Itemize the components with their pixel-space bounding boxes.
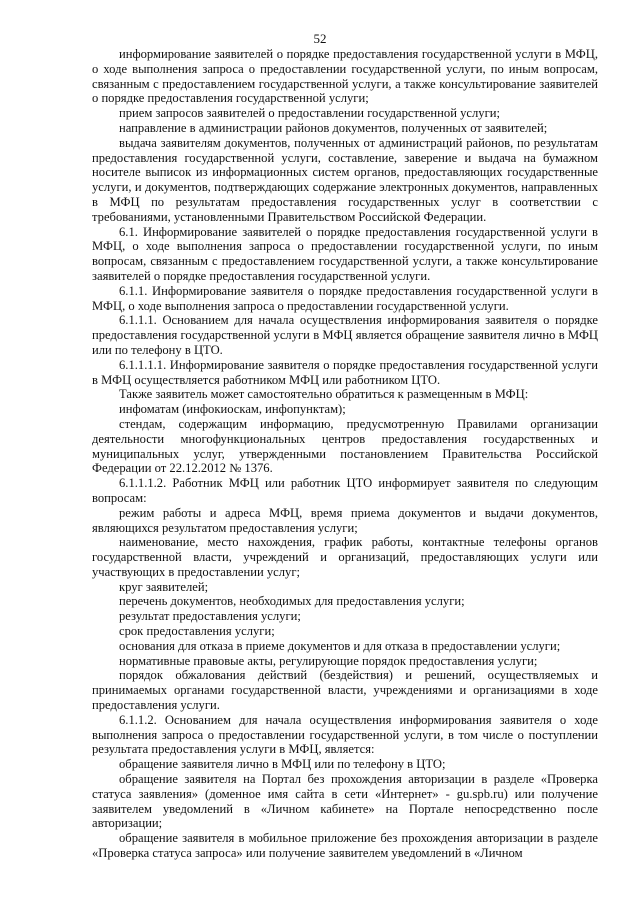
paragraph: Также заявитель может самостоятельно обратиться к размещенным в МФЦ: xyxy=(119,387,529,402)
paragraph: направление в администрации районов документов, полученных от заявителей; xyxy=(119,120,548,135)
paragraph: 6.1. Информирование заявителей о порядке предоставления государственной услуги в МФЦ, о ходе выполнения запроса о предоставлении государственной услуги, по иным вопросам, связанным с предоставлением государственной услуги, а также консультирование заявителей о порядке предоставления государственной услуги. xyxy=(92,224,598,283)
paragraph: обращение заявителя на Портал без прохождения авторизации в разделе «Проверка статуса заявления» (доменное имя сайта в сети «Интернет» - gu.spb.ru) или получение заявителем уведомлений в «Личном кабинете» на Портале непосредственно после авторизации; xyxy=(92,772,598,831)
paragraph: информирование заявителей о порядке предоставления государственной услуги в МФЦ, о ходе выполнения запроса о предоставлении государственной услуги, по иным вопросам, связанным с предоставлением государственной услуги, а также консультирование заявителей о порядке предоставления государственной услуги; xyxy=(92,47,598,106)
paragraph: результат предоставления услуги; xyxy=(119,609,301,624)
paragraph: круг заявителей; xyxy=(119,579,209,594)
paragraph: 6.1.1.2. Основанием для начала осуществления информирования заявителя о ходе выполнения запроса о предоставлении государственной услуги, в том числе о поступлении результата предоставления услуги в МФЦ, является: xyxy=(92,712,598,757)
paragraph: прием запросов заявителей о предоставлении государственной услуги; xyxy=(119,106,500,121)
paragraph: режим работы и адреса МФЦ, время приема документов и выдачи документов, являющихся результатом предоставления услуги; xyxy=(92,505,598,535)
paragraph: обращение заявителя в мобильное приложение без прохождения авторизации в разделе «Проверка статуса запроса» или получение заявителем уведомлений в «Личном xyxy=(92,831,598,861)
paragraph: 6.1.1.1.1. Информирование заявителя о порядке предоставления государственной услуги в МФЦ осуществляется работником МФЦ или работником ЦТО. xyxy=(92,357,598,387)
paragraph: 6.1.1. Информирование заявителя о порядке предоставления государственной услуги в МФЦ, о ходе выполнения запроса о предоставлении государственной услуги. xyxy=(92,283,598,313)
paragraph: стендам, содержащим информацию, предусмотренную Правилами организации деятельности многофункциональных центров предоставления государственных и муниципальных услуг, утвержденными постановлением Правительства Российской Федерации от 22.12.2012 № 1376. xyxy=(92,416,598,476)
paragraph: обращение заявителя лично в МФЦ или по телефону в ЦТО; xyxy=(119,757,446,772)
paragraph: инфоматам (инфокиоскам, инфопунктам); xyxy=(119,402,346,417)
paragraph: выдача заявителям документов, полученных от администраций районов, по результатам предоставления государственной услуги, составление, заверение и выдача на бумажном носителе выписок из информационных систем органов, предоставляющих государственные услуги, и документов, подтверждающих содержание электронных документов, направленных в МФЦ по результатам предоставления государственных услуг в соответствии с требованиями, установленными Правительством Российской Федерации. xyxy=(92,135,598,224)
paragraph: перечень документов, необходимых для предоставления услуги; xyxy=(119,594,465,609)
paragraph: наименование, место нахождения, график работы, контактные телефоны органов государственной власти, учреждений и организаций, предоставляющих услуги или участвующих в предоставлении услуг; xyxy=(92,535,598,579)
paragraph: нормативные правовые акты, регулирующие порядок предоставления услуги; xyxy=(119,653,538,668)
document-body xyxy=(92,47,598,861)
paragraph: 6.1.1.1.2. Работник МФЦ или работник ЦТО информирует заявителя по следующим вопросам: xyxy=(92,476,598,505)
paragraph: 6.1.1.1. Основанием для начала осуществления информирования заявителя о порядке предоставления государственной услуги в МФЦ является обращение заявителя лично в МФЦ или по телефону в ЦТО. xyxy=(92,313,598,357)
page-number: 52 xyxy=(313,31,327,46)
paragraph: срок предоставления услуги; xyxy=(119,624,275,639)
paragraph: порядок обжалования действий (бездействия) и решений, осуществляемых и принимаемых органами государственной власти, учреждениями и организациями в ходе предоставления услуги. xyxy=(92,668,598,713)
paragraph: основания для отказа в приеме документов и для отказа в предоставлении услуги; xyxy=(119,638,561,653)
